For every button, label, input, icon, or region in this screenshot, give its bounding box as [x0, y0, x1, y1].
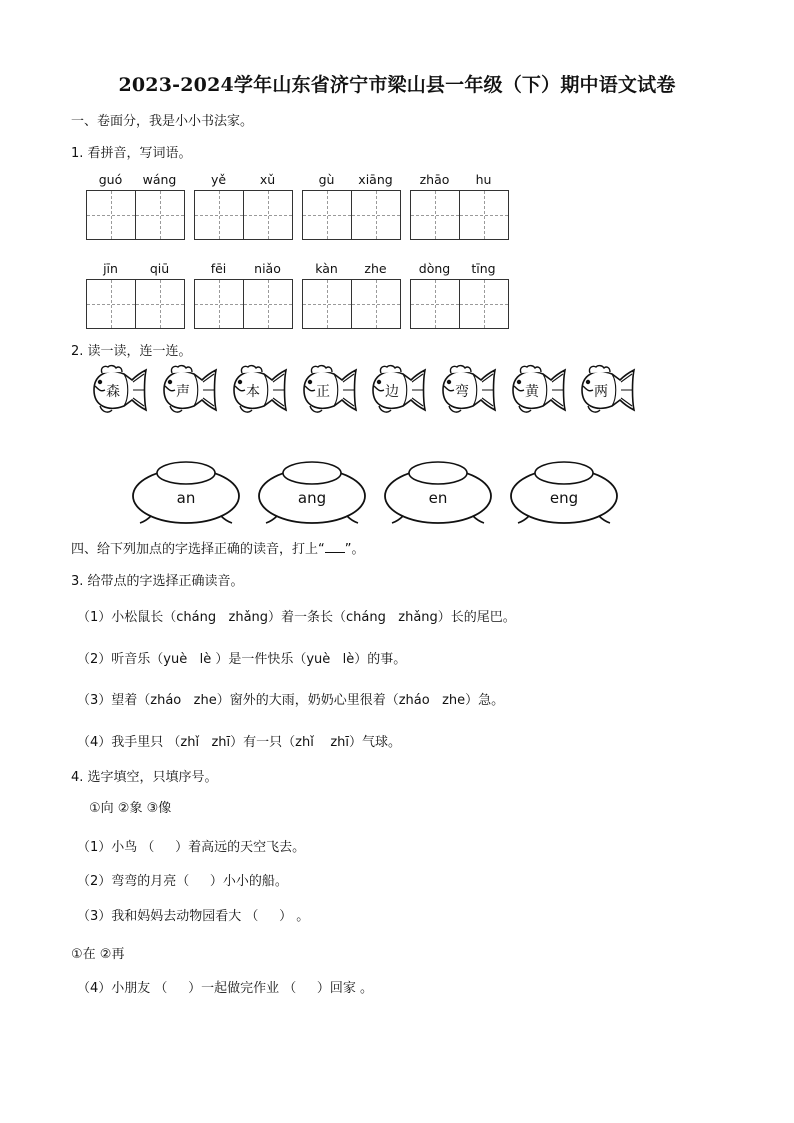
writing-grid[interactable]: [410, 279, 509, 329]
pinyin-word-box: [410, 172, 509, 240]
fish-character: 声: [176, 384, 190, 400]
fish-character: 边: [385, 384, 399, 400]
question-4-item[interactable]: （4）小朋友 （ ）一起做完作业 （ ）回家 。: [77, 981, 373, 996]
pot-card[interactable]: [257, 460, 367, 526]
question-2-label: 2. 读一读，连一连。: [71, 344, 192, 359]
option-list-2: ①在 ②再: [71, 947, 125, 962]
question-4-item[interactable]: （1）小鸟 （ ）着高远的天空飞去。: [77, 840, 306, 855]
fish-character: 森: [106, 384, 120, 400]
pinyin-syllable: xiāng: [358, 172, 393, 187]
pot-final: eng: [549, 489, 579, 507]
pinyin-syllable: dòng: [418, 261, 451, 276]
page-title: 2023-2024学年山东省济宁市梁山县一年级（下）期中语文试卷: [118, 74, 676, 96]
section-heading-1: 一、卷面分，我是小小书法家。: [71, 114, 254, 129]
pinyin-word-box: [302, 261, 401, 329]
pinyin-syllable: guó: [98, 172, 123, 187]
fish-card[interactable]: [505, 364, 567, 416]
pinyin-syllable: fēi: [210, 261, 227, 276]
pot-card[interactable]: [383, 460, 493, 526]
writing-grid[interactable]: [302, 279, 401, 329]
fish-character: 弯: [455, 384, 469, 400]
question-4-item[interactable]: （3）我和妈妈去动物园看大 （ ） 。: [77, 909, 310, 924]
pinyin-word-box: [410, 261, 509, 329]
pinyin-word-box: [194, 261, 293, 329]
section-heading-4: [71, 538, 365, 557]
option-list-1: ①向 ②象 ③像: [89, 801, 172, 816]
pinyin-syllable: xǔ: [259, 172, 276, 187]
pinyin-syllable: qiū: [149, 261, 170, 276]
fish-card[interactable]: [226, 364, 288, 416]
fish-card[interactable]: [435, 364, 497, 416]
pinyin-syllable: tīng: [471, 261, 496, 276]
question-3-item[interactable]: （4）我手里只 （zhǐ zhī）有一只（zhǐ zhī）气球。: [77, 735, 402, 750]
section-4-suffix: ”。: [344, 542, 365, 557]
writing-grid[interactable]: [194, 279, 293, 329]
pot-final: an: [176, 489, 196, 507]
pinyin-syllable: wáng: [142, 172, 177, 187]
pinyin-syllable: zhe: [364, 261, 387, 276]
fish-character: 两: [594, 384, 608, 400]
pinyin-syllable: hu: [475, 172, 492, 187]
writing-grid[interactable]: [410, 190, 509, 240]
pot-final: ang: [297, 489, 327, 507]
pinyin-word-box: [194, 172, 293, 240]
question-3-item[interactable]: （1）小松鼠长（cháng zhǎng）着一条长（cháng zhǎng）长的尾巴。: [77, 610, 516, 625]
fish-card[interactable]: [365, 364, 427, 416]
fish-character: 本: [246, 384, 260, 400]
pinyin-syllable: gù: [318, 172, 335, 187]
writing-grid[interactable]: [302, 190, 401, 240]
writing-grid[interactable]: [194, 190, 293, 240]
pinyin-syllable: yě: [210, 172, 227, 187]
fish-card[interactable]: [574, 364, 636, 416]
fish-card[interactable]: [296, 364, 358, 416]
question-3-label: 3. 给带点的字选择正确读音。: [71, 574, 244, 589]
pinyin-syllable: zhāo: [419, 172, 450, 187]
fish-character: 正: [316, 384, 330, 400]
underline-blank: [325, 542, 345, 553]
pinyin-syllable: kàn: [315, 261, 338, 276]
question-3-item[interactable]: （3）望着（zháo zhe）窗外的大雨，奶奶心里很着（zháo zhe）急。: [77, 693, 505, 708]
pinyin-word-box: [302, 172, 401, 240]
writing-grid[interactable]: [86, 190, 185, 240]
fish-character: 黄: [525, 384, 539, 400]
pot-card[interactable]: [131, 460, 241, 526]
pinyin-word-box: [86, 261, 185, 329]
question-4-item[interactable]: （2）弯弯的月亮（ ）小小的船。: [77, 874, 288, 889]
writing-grid[interactable]: [86, 279, 185, 329]
pinyin-word-box: [86, 172, 185, 240]
pinyin-syllable: jīn: [103, 261, 118, 276]
question-3-item[interactable]: （2）听音乐（yuè lè ）是一件快乐（yuè lè）的事。: [77, 652, 407, 667]
question-4-label: 4. 选字填空，只填序号。: [71, 770, 218, 785]
question-1-label: 1. 看拼音，写词语。: [71, 146, 192, 161]
pot-card[interactable]: [509, 460, 619, 526]
pot-final: en: [428, 489, 448, 507]
fish-card[interactable]: [86, 364, 148, 416]
pinyin-syllable: niǎo: [254, 261, 281, 276]
section-4-prefix: 四、给下列加点的字选择正确的读音，打上“: [71, 542, 325, 557]
fish-card[interactable]: [156, 364, 218, 416]
